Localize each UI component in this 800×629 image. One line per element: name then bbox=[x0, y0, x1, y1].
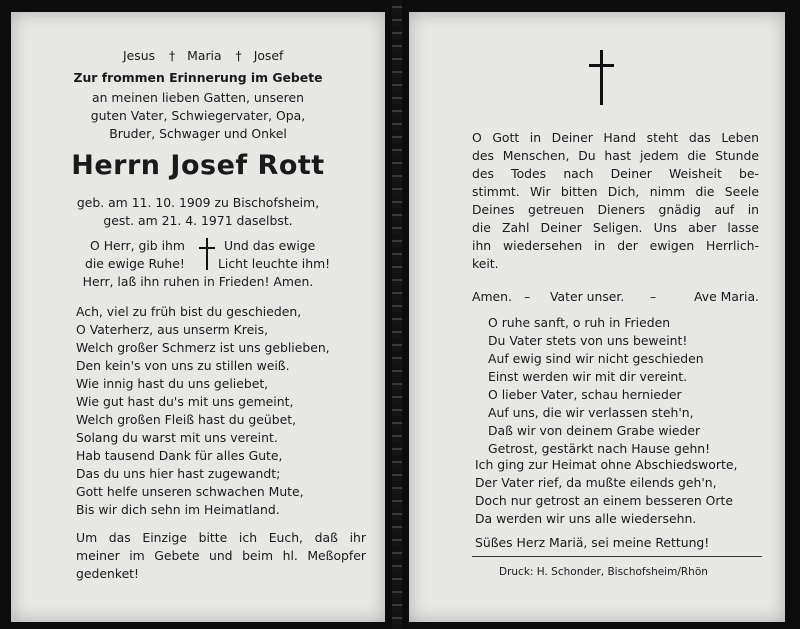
verse-line: Da werden wir uns alle wiedersehn. bbox=[475, 511, 697, 526]
poem-line: Das du uns hier hast zugewandt; bbox=[76, 466, 281, 481]
verse-line: Der Vater rief, da mußte eilends geh'n, bbox=[475, 475, 717, 490]
prayer-paragraph-line: die Zahl Deiner Seligen. Uns aber lasse bbox=[472, 220, 759, 235]
poem-line: Getrost, gestärkt nach Hause gehn! bbox=[488, 441, 711, 456]
poem-line: O ruhe sanft, o ruh in Frieden bbox=[488, 315, 671, 330]
header-line bbox=[123, 47, 284, 65]
poem-line: Ach, viel zu früh bist du geschieden, bbox=[76, 304, 302, 319]
prayer-right: Licht leuchte ihm! bbox=[218, 256, 331, 271]
poem-line: Auf ewig sind wir nicht geschieden bbox=[488, 351, 704, 366]
prayer-paragraph-line: Deines getreuen Dieners gnädig auf in bbox=[472, 202, 759, 217]
closing-line: meiner im Gebete und beim hl. Meßopfer bbox=[76, 548, 366, 563]
verse-line: Doch nur getrost an einem besseren Orte bbox=[475, 493, 733, 508]
poem-line: Welch großen Fleiß hast du geübet, bbox=[76, 412, 297, 427]
poem-line: Gott helfe unseren schwachen Mute, bbox=[76, 484, 304, 499]
poem-line: Solang du warst mit uns vereint. bbox=[76, 430, 278, 445]
poem-line: Bis wir dich sehn im Heimatland. bbox=[76, 502, 280, 517]
remembrance-heading: Zur frommen Erinnerung im Gebete bbox=[73, 70, 323, 85]
cross-glyph: † bbox=[235, 48, 242, 63]
prayer-paragraph-line: des Todes nach Deiner Weisheit be- bbox=[472, 166, 759, 181]
poem-line: Auf uns, die wir verlassen steh'n, bbox=[488, 405, 694, 420]
poem-line: O Vaterherz, aus unserm Kreis, bbox=[76, 322, 269, 337]
poem-line: Einst werden wir mit dir vereint. bbox=[488, 369, 688, 384]
vater-unser: Vater unser. bbox=[550, 289, 625, 304]
final-invocation: Süßes Herz Mariä, sei meine Rettung! bbox=[475, 535, 710, 550]
card-fold bbox=[392, 0, 402, 629]
divider bbox=[472, 556, 762, 557]
poem-line: Daß wir von deinem Grabe wieder bbox=[488, 423, 701, 438]
prayer-last: Herr, laß ihn ruhen in Frieden! Amen. bbox=[82, 274, 314, 289]
birth-date: geb. am 11. 10. 1909 zu Bischofsheim, bbox=[76, 195, 320, 210]
poem-line: Du Vater stets von uns beweint! bbox=[488, 333, 688, 348]
dash: – bbox=[650, 289, 657, 304]
prayer-left: die ewige Ruhe! bbox=[85, 256, 185, 271]
closing-line: gedenket! bbox=[76, 566, 140, 581]
poem-line: Hab tausend Dank für alles Gute, bbox=[76, 448, 283, 463]
left-page bbox=[11, 12, 385, 622]
dash: – bbox=[524, 289, 531, 304]
header-josef: Josef bbox=[253, 48, 284, 63]
deceased-name: Herrn Josef Rott bbox=[71, 150, 325, 181]
header-jesus: Jesus bbox=[123, 48, 156, 63]
prayer-right: Und das ewige bbox=[224, 238, 316, 253]
prayer-paragraph-line: keit. bbox=[472, 256, 499, 271]
prayer-paragraph-line: stimmt. Wir bitten Dich, nimm die Seele bbox=[472, 184, 759, 199]
prayer-paragraph-line: ihn wiedersehen in der ewigen Herrlich- bbox=[472, 238, 759, 253]
intro-line: Bruder, Schwager und Onkel bbox=[109, 126, 287, 141]
prayer-paragraph-line: des Menschen, Du hast jedem die Stunde bbox=[472, 148, 759, 163]
ave-maria: Ave Maria. bbox=[694, 289, 759, 304]
amen-line bbox=[472, 288, 759, 306]
poem-line: Wie innig hast du uns geliebet, bbox=[76, 376, 269, 391]
death-date: gest. am 21. 4. 1971 daselbst. bbox=[103, 213, 293, 228]
right-page bbox=[409, 12, 785, 622]
intro-line: guten Vater, Schwiegervater, Opa, bbox=[90, 108, 306, 123]
poem-line: O lieber Vater, schau hernieder bbox=[488, 387, 682, 402]
poem-line: Wie gut hast du's mit uns gemeint, bbox=[76, 394, 294, 409]
prayer-paragraph-line: O Gott in Deiner Hand steht das Leben bbox=[472, 130, 759, 145]
intro-line: an meinen lieben Gatten, unseren bbox=[92, 90, 304, 105]
closing-line: Um das Einzige bitte ich Euch, daß ihr bbox=[76, 530, 366, 545]
poem-line: Den kein's von uns zu stillen weiß. bbox=[76, 358, 290, 373]
amen: Amen. bbox=[472, 289, 512, 304]
header-maria: Maria bbox=[187, 48, 222, 63]
printer-credit: Druck: H. Schonder, Bischofsheim/Rhön bbox=[499, 566, 708, 578]
poem-line: Welch großer Schmerz ist uns geblieben, bbox=[76, 340, 330, 355]
cross-glyph: † bbox=[169, 48, 176, 63]
prayer-left: O Herr, gib ihm bbox=[90, 238, 185, 253]
verse-line: Ich ging zur Heimat ohne Abschiedsworte, bbox=[475, 457, 738, 472]
